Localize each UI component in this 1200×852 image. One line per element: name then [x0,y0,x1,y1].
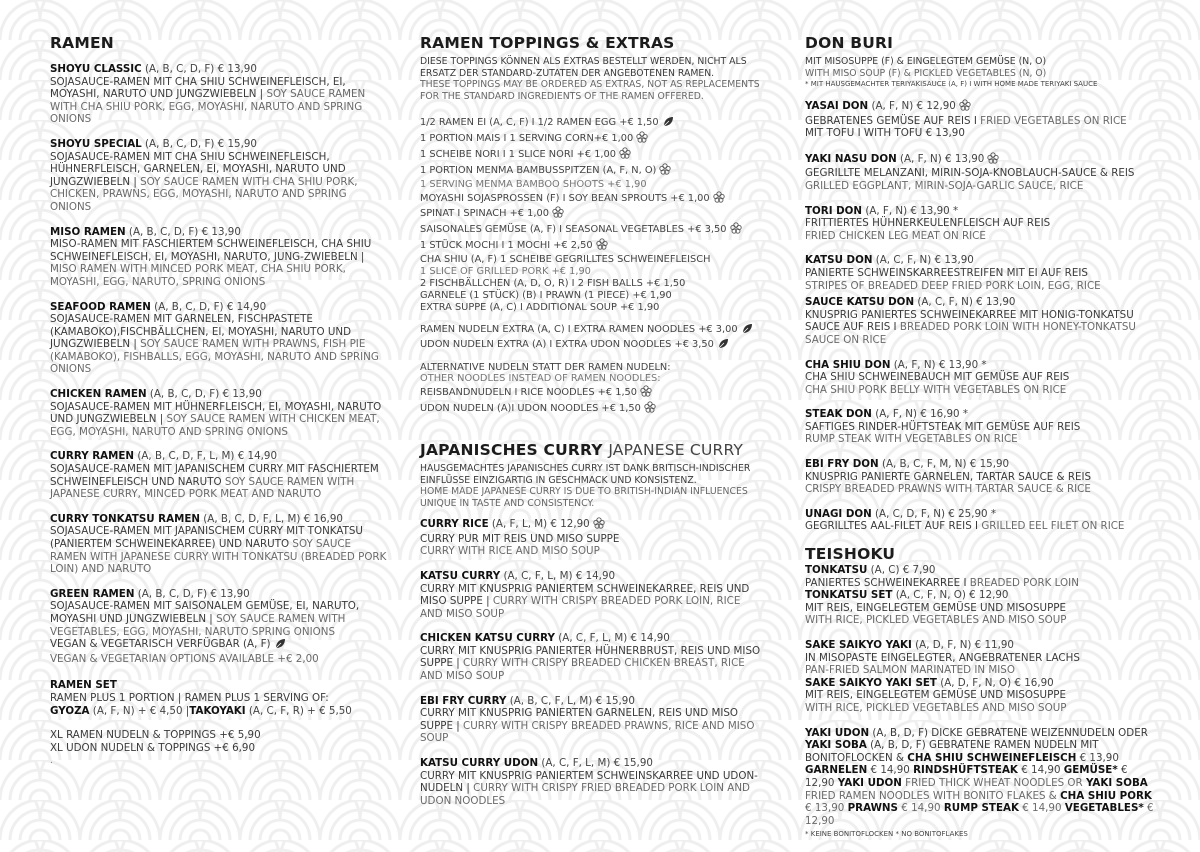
topping-text: 1 STÜCK MOCHI I 1 MOCHI +€ 2,50 [420,240,593,252]
item-meta: (A, B, C, D, F) € 13,90 [137,587,250,600]
item-desc-en: FRIED CHICKEN LEG MEAT ON RICE [805,229,986,242]
topping-line [420,278,765,290]
item-desc-de: GEBRATENES GEMÜSE AUF REIS I [805,114,977,127]
item-desc-en: BREADED PORK LOIN WITH HONEY-TONKATSU SAUCE ON RICE [805,321,1136,346]
menu-item [805,408,1155,446]
option-garnelen-name: GARNELEN [805,764,868,777]
flower-icon [593,517,605,533]
item-desc-de: CURRY MIT KNUSPRIG PANIERTEN GARNELEN, REIS UND MISO SUPPE | [420,707,739,732]
menu-item [805,254,1155,292]
item-name: SAKE SAIKYO YAKI [805,639,912,651]
item-meta: (A, F, L, M) € 12,90 [491,518,590,531]
item-desc-en: SOY SAUCE RAMEN WITH CHICKEN MEAT, EGG, MOYASHI, NARUTO AND SPRING ONIONS [50,413,380,438]
ramen-set-title: RAMEN SET [50,679,117,692]
item-desc-en: SOY SAUCE RAMEN WITH JAPANESE CURRY, MINCED PORK MEAT AND NARUTO [50,475,355,501]
option-vegetables-name: VEGETABLES* [1064,802,1144,815]
item-desc-de: CHA SHIU SCHWEINEBAUCH MIT GEMÜSE AUF REIS [805,371,1070,384]
topping-line [420,163,765,179]
item-meta: (A, B, C, D, F, L, M) € 14,90 [137,450,278,463]
item-meta: (A, F, N) € 16,90 * [875,408,969,421]
item-name: STEAK DON [805,408,872,421]
item-name: SHOYU SPECIAL [50,137,142,150]
yaki-soba-name: YAKI SOBA [805,739,867,752]
item-desc-en: CRISPY BREADED PRAWNS WITH TARTAR SAUCE & RICE [805,483,1091,496]
menu-item [50,388,390,438]
item-meta: (A, B, C, D, F, L, M) € 16,90 [203,512,343,525]
toppings-intro-en: THESE TOPPINGS MAY BE ORDERED AS EXTRAS, NOT AS REPLACEMENTS FOR THE STANDARD INGREDIENTS OF THE RAMEN OFFERED. [420,79,760,102]
item-name: GREEN RAMEN [50,587,135,600]
yaki-soba-desc: (A, B, D, F) GEBRATENE RAMEN NUDELN MIT BONITOFLOCKEN & [805,739,1099,764]
item-name: TORI DON [805,204,863,217]
item-desc-de: CURRY MIT KNUSPRIG PANIERTER HÜHNERBRUST, REIS UND MISO SUPPE | [420,644,761,670]
topping-text: 1 SLICE OF GRILLED PORK +€ 1,90 [420,266,591,278]
alt-noodle-text: UDON NUDELN (A)I UDON NOODLES +€ 1,50 [420,403,641,415]
topping-text: SPINAT I SPINACH +€ 1,00 [420,208,549,220]
item-desc-en: WITH RICE, PICKLED VEGETABLES AND MISO SOUP [805,701,1067,714]
item-meta: (A, B, C, F, M, N) € 15,90 [881,458,1010,471]
yaki-udon-desc: (A, B, D, F) DICKE GEBRATENE WEIZENNUDELN ODER [872,726,1148,739]
flower-icon [659,163,671,179]
curry-intro-de: HAUSGEMACHTES JAPANISCHES CURRY IST DANK BRITISCH-INDISCHER EINFLÜSSE EINZIGARTIG IN GESCHMACK UND KONSISTENZ. [420,463,751,486]
item-desc-de: MIT REIS, EINGELEGTEM GEMÜSE UND MISOSUPPE [805,689,1067,702]
menu-item [420,632,765,682]
noodle-line [420,323,765,338]
menu-item [805,99,1155,140]
teishoku-title: TEISHOKU [805,545,896,564]
item-desc-de: MIT REIS, EINGELEGTEM GEMÜSE UND MISOSUPPE [805,601,1067,614]
item-desc-en: CURRY WITH CRISPY BREADED PORK LOIN, RICE AND MISO SOUP [420,595,741,620]
item-desc-en: PAN-FRIED SALMON MARINATED IN MISO [805,664,1015,677]
flower-icon [552,206,564,222]
flower-icon [636,131,648,147]
item-name: TONKATSU [805,564,868,577]
flower-icon [987,152,999,168]
alt-noodle-text: REISBANDNUDELN I RICE NOODLES +€ 1,50 [420,387,638,399]
topping-text: 2 FISCHBÄLLCHEN (A, D, O, R) I 2 FISH BALLS +€ 1,50 [420,277,686,289]
item-meta: (A, C, F, N, O) € 12,90 [895,589,1009,602]
toppings-title: RAMEN TOPPINGS & EXTRAS [420,34,675,52]
flower-icon [730,222,742,238]
toppings-intro-de: DIESE TOPPINGS KÖNNEN ALS EXTRAS BESTELLT WERDEN, NICHT ALS ERSATZ DER STANDARD-ZUTATEN DER ANGEBOTENEN RAMEN. [420,56,747,79]
item-meta: (A, C, D, F, N) € 25,90 * [875,507,997,520]
menu-item [420,757,765,807]
item-name: CHA SHIU DON [805,358,891,371]
item-name: UNAGI DON [805,507,872,520]
item-meta: (A, B, C, D, F) € 14,90 [154,300,267,313]
ramen-title: RAMEN [50,34,114,52]
item-desc-de: SOJASAUCE-RAMEN MIT JAPANISCHEM CURRY MIT FASCHIERTEM SCHWEINEFLEISCH UND NARUTO [50,463,379,488]
item-desc-de: GEGRILLTE MELANZANI, MIRIN-SOJA-KNOBLAUCH-SAUCE & REIS [805,167,1135,180]
takoyaki-meta: (A, C, F, R) + € 5,50 [248,704,352,717]
flower-icon [713,191,725,207]
item-desc-en: MISO RAMEN WITH MINCED PORK MEAT, CHA SHIU PORK, MOYASHI, EGG, NARUTO, SPRING ONIONS [50,263,346,288]
leaf-icon [741,323,753,338]
item-meta: (A, F, N) € 12,90 [871,100,956,112]
option-vegetables-price: € 12,90 [805,802,1154,827]
donburi-title: DON BURI [805,34,894,52]
item-desc-en: BREADED PORK LOIN [969,576,1079,589]
alt-noodle-text: ALTERNATIVE NUDELN STATT DER RAMEN NUDELN: [420,361,671,373]
flower-icon [596,238,608,254]
item-desc-en: CURRY WITH CRISPY BREADED CHICKEN BREAST, RICE AND MISO SOUP [420,657,745,683]
item-desc-de: CURRY MIT KNUSPRIG PANIERTEM SCHWEINEKARREE, REIS UND MISO SUPPE | [420,582,750,608]
topping-text: 1 SCHEIBE NORI I 1 SLICE NORI +€ 1,00 [420,148,617,160]
item-desc-de: KNUSPRIG PANIERTE GARNELEN, TARTAR SAUCE & REIS [805,470,1092,483]
item-name: KATSU DON [805,254,873,267]
curry-title-de: JAPANISCHES CURRY [420,441,603,460]
item-name: MISO RAMEN [50,225,126,238]
item-desc-en: RUMP STEAK WITH VEGETABLES ON RICE [805,433,1018,446]
curry-title [420,441,765,459]
yaki-udon-item [805,727,1155,828]
item-meta: (A, C, F, L, M) € 14,90 [503,569,616,582]
leaf-icon [662,116,674,131]
item-name: EBI FRY DON [805,458,879,471]
alt-noodle-line [420,401,765,417]
takoyaki-name: TAKOYAKI [189,704,246,717]
xl-udon: XL UDON NUDELN & TOPPINGS +€ 6,90 [50,741,256,754]
menu-item [805,205,1155,243]
yaki-udon-desc-en: FRIED THICK WHEAT NOODLES OR [905,776,1083,789]
xl-options [50,729,390,768]
topping-text: EXTRA SUPPE (A, C) I ADDITIONAL SOUP +€ 1,90 [420,301,660,313]
item-desc-de: PANIERTE SCHWEINSKARREESTREIFEN MIT EI AUF REIS [805,266,1088,279]
menu-item [50,63,390,126]
menu-item [805,359,1155,397]
item-desc-de: SOJASAUCE-RAMEN MIT HÜHNERFLEISCH, EI, MOYASHI, NARUTO UND JUNGZWIEBELN | [50,400,382,426]
item-desc-de: GEGRILLTES AAL-FILET AUF REIS I [805,520,979,533]
topping-text: GARNELE (1 STÜCK) (B) I PRAWN (1 PIECE) +€ 1,90 [420,289,672,301]
topping-line [420,147,765,163]
menu-item [805,152,1155,193]
teriyaki-note: * MIT HAUSGEMACHTER TERIYAKISAUCE (A, F) I WITH HOME MADE TERIYAKI SAUCE [805,80,1098,88]
option-chashiu-name-en: CHA SHIU PORK [1060,789,1152,802]
menu-item [50,138,390,214]
item-desc-de: KNUSPRIG PANIERTES SCHWEINEKARREE MIT HONIG-TONKATSU SAUCE AUF REIS I [805,308,1134,334]
gyoza-name: GYOZA [50,704,90,717]
topping-line [420,206,765,222]
bonito-note: * KEINE BONITOFLOCKEN * NO BONITOFLAKES [805,830,968,839]
menu-item [805,564,1155,627]
item-desc-en: CHA SHIU PORK BELLY WITH VEGETABLES ON RICE [805,383,1067,396]
topping-line [420,222,765,238]
topping-line [420,131,765,147]
option-prawns-price: € 14,90 [901,802,941,815]
item-desc-en: SOY SAUCE RAMEN WITH JAPANESE CURRY WITH TONKATSU (BREADED PORK LOIN) AND NARUTO [50,538,387,576]
menu-item [50,513,390,576]
donburi-teishoku-column [805,30,1155,849]
item-meta: (A, F, N) € 13,90 * [865,204,959,217]
item-name: YASAI DON [805,100,869,112]
donburi-intro [805,56,1155,79]
yaki-soba-desc-en: FRIED RAMEN NOODLES WITH BONITO FLAKES & [805,789,1057,802]
item-name: CURRY RAMEN [50,450,135,463]
toppings-intro [420,56,765,102]
item-name: CHICKEN KATSU CURRY [420,632,555,645]
item-desc-en: GRILLED EGGPLANT, MIRIN-SOJA-GARLIC SAUCE, RICE [805,179,1084,192]
item-meta: (A, B, C, D, F) € 13,90 [144,63,257,75]
topping-text: CHA SHIU (A, F) 1 SCHEIBE GEGRILLTES SCHWEINEFLEISCH [420,254,711,266]
alt-noodle-text: OTHER NOODLES INSTEAD OF RAMEN NOODLES: [420,373,661,385]
toppings-curry-column [420,30,765,819]
topping-line [420,116,765,131]
menu-item [50,588,390,666]
option-steak-price: € 14,90 [1021,764,1061,777]
item-desc-en: SOY SAUCE RAMEN WITH VEGETABLES, EGG, MOYASHI, NARUTO SPRING ONIONS [50,612,346,638]
item-desc-en: SOY SAUCE RAMEN WITH CHA SHIU PORK, CHICKEN, PRAWNS, EGG, MOYASHI, NARUTO AND SPRING ONIONS [50,175,358,213]
topping-line [420,302,765,314]
topping-text: 1 SERVING MENMA BAMBOO SHOOTS +€ 1,90 [420,178,647,190]
item-meta: (A, D, F, N, O) € 16,90 [940,676,1054,689]
topping-text: MOYASHI SOJASPROSSEN (F) I SOY BEAN SPROUTS +€ 1,00 [420,192,710,204]
item-name: CHICKEN RAMEN [50,388,147,401]
item-desc-en: CURRY WITH CRISPY BREADED PRAWNS, RICE AND MISO SOUP [420,719,755,745]
menu-item [420,517,765,558]
menu-item [420,695,765,745]
item-name: YAKI NASU DON [805,152,897,165]
item-desc-de: SOJASAUCE-RAMEN MIT GARNELEN, FISCHPASTETE (KAMABOKO),FISCHBÄLLCHEN, EI, MOYASHI, NARUTO UND JUNGZWIEBELN | [50,313,352,351]
flower-icon [640,385,652,401]
option-prawns-name: PRAWNS [847,802,898,815]
option-rumpsteak-price: € 14,90 [1022,802,1062,815]
flower-icon [959,99,971,115]
menu-item [805,508,1155,533]
option-chashiu-price: € 13,90 [1079,751,1119,764]
topping-text: 1/2 RAMEN EI (A, C, F) I 1/2 RAMEN EGG +€ 1,50 [420,117,659,128]
noodle-text: RAMEN NUDELN EXTRA (A, C) I EXTRA RAMEN NOODLES +€ 3,00 [420,323,738,335]
footer-dot: . [50,756,53,767]
vegan-option-en: VEGAN & VEGETARIAN OPTIONS AVAILABLE +€ 2,00 [50,652,319,665]
item-desc-de: CURRY PUR MIT REIS UND MISO SUPPE [420,532,620,545]
curry-intro-en: HOME MADE JAPANESE CURRY IS DUE TO BRITISH-INDIAN INFLUENCES UNIQUE IN TASTE AND CONSISTENCY. [420,486,748,509]
topping-text: 1 PORTION MENMA BAMBUSSPITZEN (A, F, N, O) [420,164,657,176]
item-meta: (A, B, C, D, F) € 13,90 [128,225,241,238]
menu-item [50,301,390,377]
item-desc-en: STRIPES OF BREADED DEEP FRIED PORK LOIN, EGG, RICE [805,279,1101,292]
vegan-option-de: VEGAN & VEGETARISCH VERFÜGBAR (A, F) [50,638,271,651]
item-desc-en: FRIED VEGETABLES ON RICE [980,114,1127,127]
leaf-icon [274,638,286,653]
option-chashiu-price-en: € 13,90 [805,802,845,815]
item-name: KATSU CURRY UDON [420,757,539,770]
item-meta: (A, D, F, N) € 11,90 [915,639,1014,651]
item-name: SAKE SAIKYO YAKI SET [805,676,937,689]
topping-line [420,254,765,266]
item-desc-de: IN MISOPASTE EINGELEGTER, ANGEBRATENER LACHS [805,651,1080,664]
yaki-udon-name-en: YAKI UDON [837,776,902,789]
noodle-line [420,338,765,353]
ramen-set-desc: RAMEN PLUS 1 PORTION | RAMEN PLUS 1 SERVING OF: [50,691,329,704]
topping-text: SAISONALES GEMÜSE (A, F) I SEASONAL VEGETABLES +€ 3,50 [420,224,727,236]
item-desc-en: SOY SAUCE RAMEN WITH PRAWNS, FISH PIE (KAMABOKO), FISHBALLS, EGG, MOYASHI, NARUTO AND SPRING ONIONS [50,338,379,376]
item-extra: MIT TOFU I WITH TOFU € 13,90 [805,127,965,140]
yaki-soba-name-en: YAKI SOBA [1085,776,1148,789]
leaf-icon [717,338,729,353]
item-desc-en: GRILLED EEL FILET ON RICE [981,520,1125,533]
donburi-intro-en: WITH MISO SOUP (F) & PICKLED VEGETABLES (N, O) [805,67,1047,79]
xl-ramen: XL RAMEN NUDELN & TOPPINGS +€ 5,90 [50,729,261,742]
item-name: SHOYU CLASSIC [50,63,142,75]
option-steak-name: RINDSHÜFTSTEAK [913,764,1018,777]
item-desc-de: PANIERTES SCHWEINEKARREE I [805,576,967,589]
item-desc-en: CURRY WITH CRISPY FRIED BREADED PORK LOIN AND UDON NOODLES [420,782,750,807]
menu-item [805,639,1155,715]
menu-item [50,226,390,289]
topping-line [420,290,765,302]
flower-icon [619,147,631,163]
item-meta: (A, F, N) € 13,90 [899,152,985,165]
menu-item [50,450,390,500]
item-desc-de: CURRY MIT KNUSPRIG PANIERTEM SCHWEINSKARREE UND UDON-NUDELN | [420,769,758,795]
topping-line [420,179,765,191]
item-desc-de: SOJASAUCE-RAMEN MIT CHA SHIU SCHWEINEFLEISCH, HÜHNERFLEISCH, GARNELEN, EI, MOYASHI, NARUTO UND JUNGZWIEBELN | [50,150,346,188]
item-meta: (A, C, F, L, M) € 14,90 [558,632,670,645]
item-meta: (A, C) € 7,90 [870,564,936,577]
item-name: SAUCE KATSU DON [805,296,915,309]
menu-item [805,296,1155,346]
ramen-set [50,679,390,717]
donburi-intro-de: MIT MISOSUPPE (F) & EINGELEGTEM GEMÜSE (N, O) [805,56,1047,67]
item-name: TONKATSU SET [805,589,893,602]
item-desc-en: SOY SAUCE RAMEN WITH CHA SHIU PORK, EGG, MOYASHI, NARUTO AND SPRING ONIONS [50,88,366,126]
item-name: EBI FRY CURRY [420,694,507,707]
curry-title-en: JAPANESE CURRY [608,441,744,460]
item-desc-de: SOJASAUCE-RAMEN MIT SAISONALEM GEMÜSE, EI, NARUTO, MOYASHI UND JUNGZWIEBELN | [50,600,360,625]
menu-item [805,458,1155,496]
item-desc-de: SAFTIGES RINDER-HÜFTSTEAK MIT GEMÜSE AUF REIS [805,420,1081,433]
option-rumpsteak-name: RUMP STEAK [943,802,1019,815]
option-garnelen-price: € 14,90 [870,764,910,777]
item-meta: (A, C, F, L, M) € 15,90 [541,757,653,770]
item-meta: (A, C, F, N) € 13,90 [917,296,1016,309]
menu-item [420,570,765,620]
option-gemuese-price: € 12,90 [805,764,1128,789]
item-desc-de: MISO-RAMEN MIT FASCHIERTEM SCHWEINEFLEISCH, CHA SHIU SCHWEINEFLEISCH, EI, MOYASHI, NARUTO, JUNG-ZWIEBELN | [50,238,372,263]
alt-noodle-line [420,373,765,385]
topping-line [420,266,765,278]
alt-noodle-line [420,385,765,401]
topping-line [420,191,765,207]
item-meta: (A, B, C, D, F) € 13,90 [149,388,262,401]
flower-icon [644,401,656,417]
item-name: KATSU CURRY [420,569,501,582]
item-desc-en: WITH RICE, PICKLED VEGETABLES AND MISO SOUP [805,614,1067,627]
item-desc-de: SOJASAUCE-RAMEN MIT JAPANISCHEM CURRY MIT TONKATSU (PANIERTEM SCHWEINEKARREE) UND NARUTO [50,525,363,550]
ramen-column [50,30,390,780]
item-name: SEAFOOD RAMEN [50,300,151,313]
yaki-udon-name: YAKI UDON [805,726,870,739]
curry-intro [420,463,765,509]
item-name: CURRY RICE [420,518,489,531]
noodle-text: UDON NUDELN EXTRA (A) I EXTRA UDON NOODLES +€ 3,50 [420,338,714,350]
option-chashiu-name: CHA SHIU SCHWEINEFLEISCH [907,751,1077,764]
alt-noodle-line [420,362,765,374]
item-desc-de: SOJASAUCE-RAMEN MIT CHA SHIU SCHWEINEFLEISCH, EI, MOYASHI, NARUTO UND JUNGZWIEBELN | [50,75,346,101]
item-meta: (A, C, F, N) € 13,90 [875,254,974,267]
option-gemuese-name: GEMÜSE* [1063,764,1118,777]
topping-line [420,238,765,254]
item-meta: (A, B, C, D, F) € 15,90 [145,137,257,150]
topping-text: 1 PORTION MAIS I 1 SERVING CORN+€ 1,00 [420,132,634,144]
item-meta: (A, F, N) € 13,90 * [893,358,987,371]
item-name: CURRY TONKATSU RAMEN [50,512,200,525]
item-meta: (A, B, C, F, L, M) € 15,90 [509,694,635,707]
item-desc-en: CURRY WITH RICE AND MISO SOUP [420,545,600,558]
item-desc-de: FRITTIERTES HÜHNERKEULENFLEISCH AUF REIS [805,217,1051,230]
gyoza-meta: (A, F, N) + € 4,50 | [92,704,190,717]
